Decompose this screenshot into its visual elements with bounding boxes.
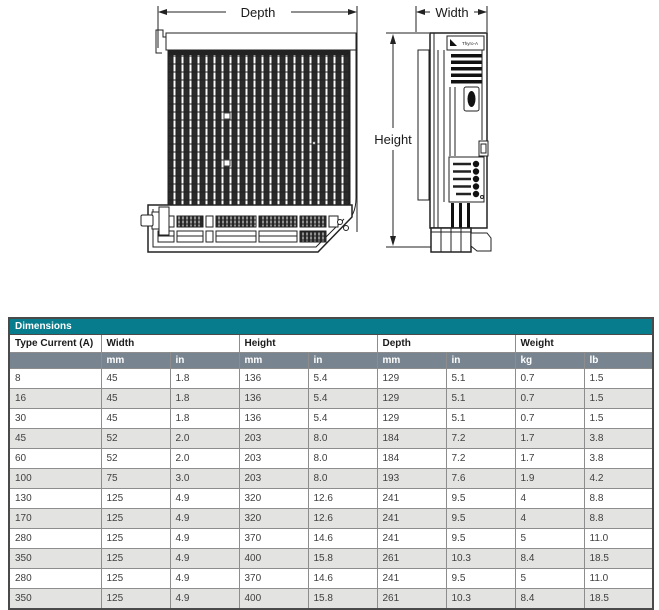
cell: 320 — [239, 489, 308, 509]
cell: 136 — [239, 409, 308, 429]
cell: 8.8 — [584, 489, 653, 509]
unit-header: in — [308, 353, 377, 369]
unit-header — [9, 353, 101, 369]
cell: 5.1 — [446, 389, 515, 409]
cell: 12.6 — [308, 509, 377, 529]
arrowhead-icon — [158, 9, 167, 15]
cell: 1.5 — [584, 389, 653, 409]
cell: 75 — [101, 469, 170, 489]
cell: 0.7 — [515, 369, 584, 389]
cell: 60 — [9, 449, 101, 469]
front-button — [464, 87, 479, 111]
table-row — [9, 489, 653, 509]
arrowhead-icon — [416, 9, 425, 15]
terminal-body — [148, 205, 352, 252]
depth-dimension-label: Depth — [240, 5, 276, 20]
cell: 170 — [9, 509, 101, 529]
cell: 4.9 — [170, 589, 239, 610]
cell: 8.4 — [515, 549, 584, 569]
cell: 4.9 — [170, 509, 239, 529]
cell: 5 — [515, 529, 584, 549]
unit-header: kg — [515, 353, 584, 369]
foot-bracket — [471, 233, 491, 251]
cell: 400 — [239, 589, 308, 610]
table-group-header-row — [9, 335, 653, 353]
cell: 0.7 — [515, 409, 584, 429]
cell: 4 — [515, 489, 584, 509]
cell: 125 — [101, 589, 170, 610]
cell: 1.5 — [584, 369, 653, 389]
cell: 30 — [9, 409, 101, 429]
cell: 4.9 — [170, 489, 239, 509]
bottom-terminal-block — [431, 228, 471, 252]
cell: 7.6 — [446, 469, 515, 489]
table-row — [9, 529, 653, 549]
cell: 1.8 — [170, 369, 239, 389]
cell: 320 — [239, 509, 308, 529]
arrowhead-icon — [348, 9, 357, 15]
cell: 130 — [9, 489, 101, 509]
cell: 4.9 — [170, 529, 239, 549]
cell: 370 — [239, 569, 308, 589]
cell: 52 — [101, 429, 170, 449]
table-row — [9, 389, 653, 409]
cell: 129 — [377, 409, 446, 429]
table-row — [9, 469, 653, 489]
cell: 15.8 — [308, 589, 377, 610]
brand-label: Thyro-A — [461, 41, 479, 46]
cell: 45 — [101, 369, 170, 389]
table-row — [9, 409, 653, 429]
cell: 8.8 — [584, 509, 653, 529]
cell: 184 — [377, 429, 446, 449]
cell: 5.4 — [308, 409, 377, 429]
cell: 9.5 — [446, 569, 515, 589]
table-row — [9, 509, 653, 529]
column-group-header: Type Current (A) — [9, 335, 101, 353]
cell: 125 — [101, 509, 170, 529]
cell: 125 — [101, 529, 170, 549]
cell: 203 — [239, 449, 308, 469]
height-dimension-label: Height — [374, 132, 412, 147]
cell: 280 — [9, 569, 101, 589]
cell: 4.9 — [170, 549, 239, 569]
table-unit-header-row — [9, 353, 653, 369]
cell: 129 — [377, 389, 446, 409]
cell: 14.6 — [308, 529, 377, 549]
cell: 1.5 — [584, 409, 653, 429]
table-row — [9, 569, 653, 589]
cell: 1.9 — [515, 469, 584, 489]
cell: 241 — [377, 569, 446, 589]
terminal-strip-row — [158, 231, 326, 242]
cell: 2.0 — [170, 449, 239, 469]
arrowhead-icon — [390, 34, 396, 44]
table-body — [9, 369, 653, 610]
cell: 3.8 — [584, 429, 653, 449]
arrowhead-icon — [478, 9, 487, 15]
cell: 18.5 — [584, 549, 653, 569]
cell: 45 — [9, 429, 101, 449]
side-view-drawing — [141, 30, 356, 252]
cell: 5.1 — [446, 409, 515, 429]
cell: 0.7 — [515, 389, 584, 409]
terminal-strip-row — [158, 216, 338, 227]
screw-terminal-panel — [449, 157, 484, 202]
cell: 11.0 — [584, 529, 653, 549]
cell: 4.9 — [170, 569, 239, 589]
cell: 9.5 — [446, 509, 515, 529]
dimensions-table — [8, 317, 654, 610]
cell: 9.5 — [446, 489, 515, 509]
cell: 193 — [377, 469, 446, 489]
cell: 5 — [515, 569, 584, 589]
cell: 1.8 — [170, 409, 239, 429]
cell: 8.0 — [308, 449, 377, 469]
cell: 1.7 — [515, 449, 584, 469]
cell: 350 — [9, 549, 101, 569]
front-view-drawing — [418, 33, 491, 252]
arrowhead-icon — [390, 236, 396, 246]
cell: 7.2 — [446, 449, 515, 469]
cell: 350 — [9, 589, 101, 610]
cell: 18.5 — [584, 589, 653, 610]
table-row — [9, 589, 653, 610]
cell: 3.8 — [584, 449, 653, 469]
cell: 241 — [377, 509, 446, 529]
cell: 52 — [101, 449, 170, 469]
cell: 10.3 — [446, 589, 515, 610]
cell: 125 — [101, 569, 170, 589]
cell: 11.0 — [584, 569, 653, 589]
unit-header: mm — [239, 353, 308, 369]
cell: 100 — [9, 469, 101, 489]
cell: 1.7 — [515, 429, 584, 449]
side-connector — [479, 141, 488, 156]
heatsink-fins — [168, 50, 350, 205]
cell: 203 — [239, 469, 308, 489]
unit-header: lb — [584, 353, 653, 369]
cell: 14.6 — [308, 569, 377, 589]
width-dimension — [416, 5, 487, 32]
cell: 7.2 — [446, 429, 515, 449]
unit-header: mm — [101, 353, 170, 369]
cell: 129 — [377, 369, 446, 389]
cell: 3.0 — [170, 469, 239, 489]
column-group-header: Height — [239, 335, 377, 353]
cell: 261 — [377, 589, 446, 610]
table-title-row — [9, 318, 653, 335]
cell: 1.8 — [170, 389, 239, 409]
cell: 45 — [101, 409, 170, 429]
cell: 16 — [9, 389, 101, 409]
cell: 125 — [101, 549, 170, 569]
cell: 8 — [9, 369, 101, 389]
cell: 12.6 — [308, 489, 377, 509]
cell: 125 — [101, 489, 170, 509]
cell: 261 — [377, 549, 446, 569]
unit-header: in — [170, 353, 239, 369]
cell: 10.3 — [446, 549, 515, 569]
cell: 45 — [101, 389, 170, 409]
cell: 15.8 — [308, 549, 377, 569]
cell: 136 — [239, 389, 308, 409]
width-dimension-label: Width — [435, 5, 469, 20]
cell: 184 — [377, 449, 446, 469]
table-row — [9, 429, 653, 449]
cell: 8.0 — [308, 429, 377, 449]
cell: 241 — [377, 529, 446, 549]
cell: 8.0 — [308, 469, 377, 489]
table-title: Dimensions — [9, 318, 653, 335]
cell: 5.4 — [308, 389, 377, 409]
cell: 5.1 — [446, 369, 515, 389]
table-row — [9, 549, 653, 569]
table-row — [9, 449, 653, 469]
cell: 4 — [515, 509, 584, 529]
column-group-header: Weight — [515, 335, 653, 353]
cell: 2.0 — [170, 429, 239, 449]
unit-header: mm — [377, 353, 446, 369]
cell: 8.4 — [515, 589, 584, 610]
cell: 370 — [239, 529, 308, 549]
lower-strips — [451, 203, 470, 228]
table-row — [9, 369, 653, 389]
cell: 5.4 — [308, 369, 377, 389]
cell: 280 — [9, 529, 101, 549]
cell: 400 — [239, 549, 308, 569]
column-group-header: Depth — [377, 335, 515, 353]
cell: 9.5 — [446, 529, 515, 549]
column-group-header: Width — [101, 335, 239, 353]
cell: 4.2 — [584, 469, 653, 489]
cell: 136 — [239, 369, 308, 389]
brand-label-plate — [447, 36, 484, 50]
cell: 241 — [377, 489, 446, 509]
cell: 203 — [239, 429, 308, 449]
unit-header: in — [446, 353, 515, 369]
